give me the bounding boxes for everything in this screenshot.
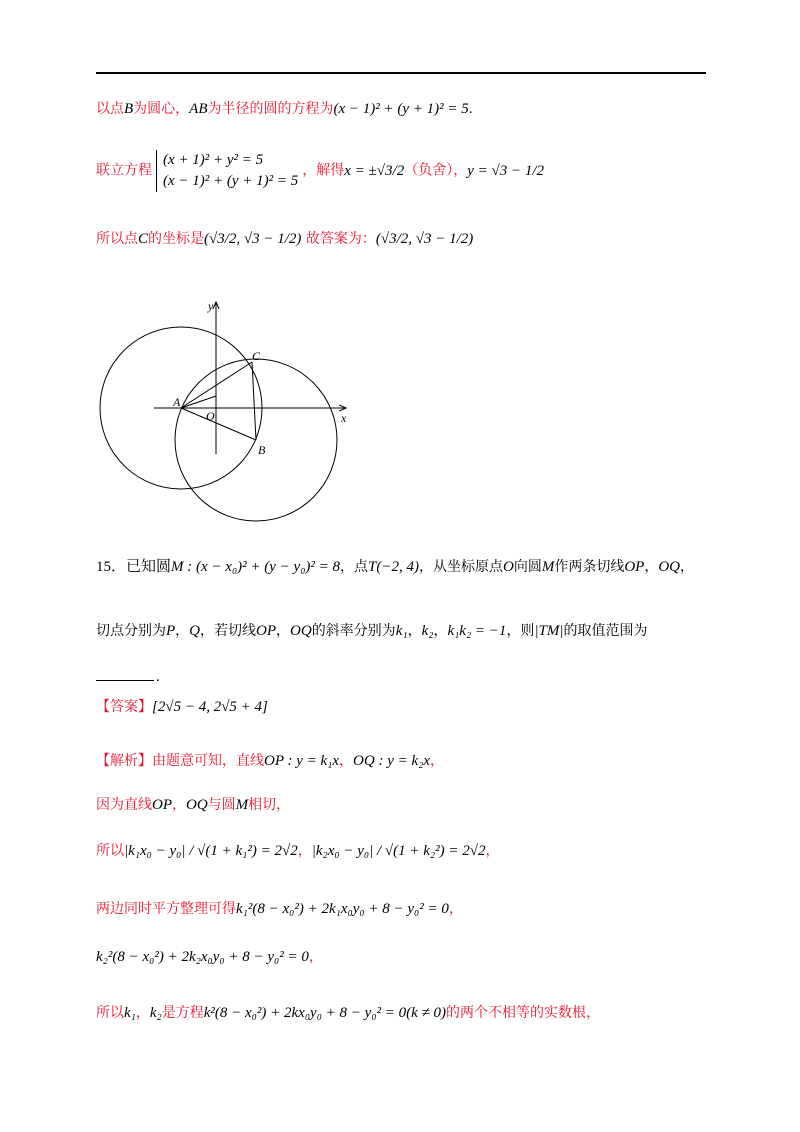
analysis-line-5: k₂²(8 − x₀²) + 2k₂x₀y₀ + 8 − y₀² = 0， [96,949,323,965]
equation-system: (x + 1)² + y² = 5 (x − 1)² + (y + 1)² = 5 [156,150,298,192]
analysis-line-3: 所以|k₁x₀ − y₀| / √(1 + k₁²) = 2√2，|k₂x₀ − y₀| / √(1 + k₂²) = 2√2， [96,843,500,859]
label-b: B [258,443,266,457]
analysis-line-2: 因为直线OP，OQ与圆M相切， [96,797,291,813]
label-x: x [341,411,347,425]
answer-label: 【答案】 [96,699,152,715]
line-simultaneous-equations: 联立方程 (x + 1)² + y² = 5 (x − 1)² + (y + 1)² = 5 ，解得x = ±√3/2（负舍），y = √3 − 1/2 [96,150,544,192]
problem-15-end: . [156,669,160,685]
answer-blank [96,680,154,681]
problem-15-line-1: 15．已知圆M : (x − x₀)² + (y − y₀)² = 8，点T(−2, 4)，从坐标原点O向圆M作两条切线OP，OQ， [96,559,695,575]
analysis-line-6: 所以k₁，k₂是方程k²(8 − x₀²) + 2kx₀y₀ + 8 − y₀² = 0(k ≠ 0)的两个不相等的实数根， [96,1005,601,1021]
label-c: C [252,349,261,363]
label-o: O [206,409,215,423]
problem-15-line-2: 切点分别为P，Q，若切线OP，OQ的斜率分别为k₁，k₂，k₁k₂ = −1，则|TM|的取值范围为 [96,623,648,639]
header-rule [96,72,706,74]
circle-diagram [96,296,356,536]
line-circle-b-equation: 以点B为圆心，AB为半径的圆的方程为(x − 1)² + (y + 1)² = 5. [96,101,473,117]
label-y: y [208,299,214,313]
analysis-line-1: 【解析】由题意可知，直线OP : y = k₁x，OQ : y = k₂x， [96,753,445,769]
answer-value: [2√5 − 4, 2√5 + 4] [152,699,268,715]
line-point-c-coordinates: 所以点C的坐标是(√3/2, √3 − 1/2) 故答案为：(√3/2, √3 − 1/2) [96,231,474,247]
segment-ab [181,408,256,440]
answer-line [96,698,268,716]
segment-a-interior [181,396,216,408]
label-a: A [173,395,181,409]
analysis-line-4: 两边同时平方整理可得k₁²(8 − x₀²) + 2k₁x₀y₀ + 8 − y₀² = 0， [96,901,463,917]
